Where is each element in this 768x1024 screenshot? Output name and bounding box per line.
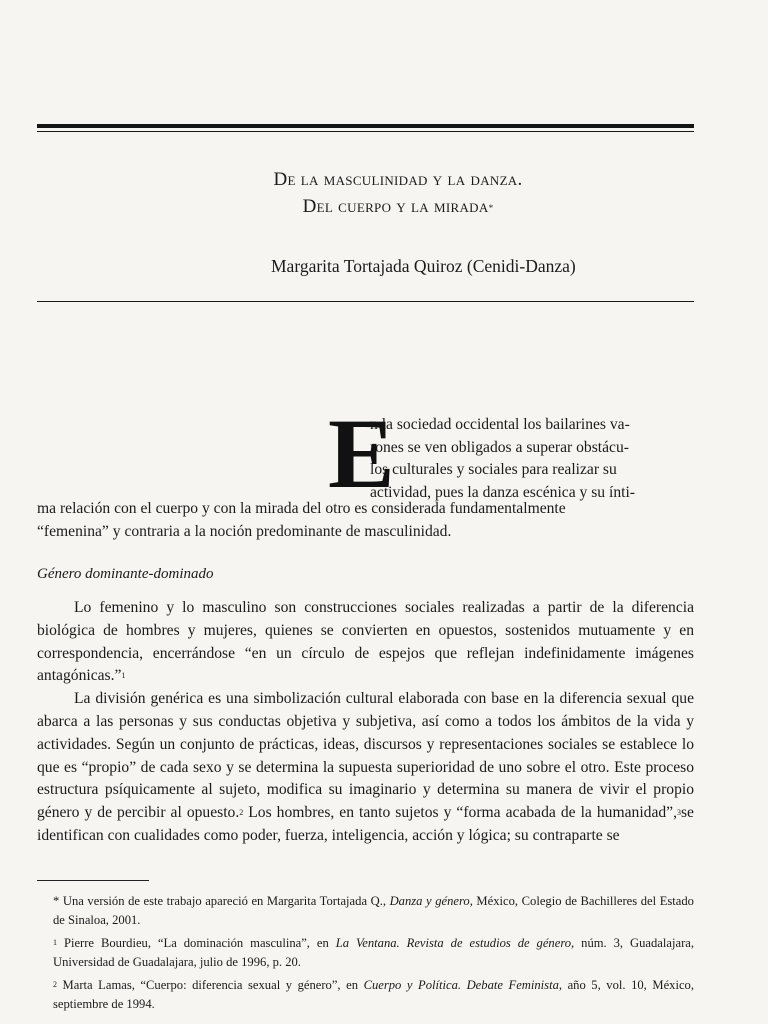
paragraph-text: se identifican con cualidades como poder, fuerza, inteligencia, acción y lógica; su contraparte se xyxy=(37,804,694,844)
author-line: Margarita Tortajada Quiroz (Cenidi-Danza) xyxy=(271,256,576,276)
paragraph-text: Lo femenino y lo masculino son construcciones sociales realizadas a partir de la diferencia biológica de hombres y mujeres, quienes se convierten en opuestos, sostenidos mutuamente y en correspondencia, encerrándose “en un círculo de espejos que reflejan indefinidamente imágenes antagónicas.” xyxy=(37,599,694,685)
footnote xyxy=(37,976,694,1013)
header-rule-thin xyxy=(37,131,694,132)
footnote-mark: * xyxy=(53,894,60,908)
intro-line: n la sociedad occidental los bailarines va- xyxy=(370,416,630,433)
footnote-ref: 3 xyxy=(676,808,681,818)
drop-cap: E xyxy=(328,398,395,509)
footnote-text: Pierre Bourdieu, “La dominación masculina”, en xyxy=(63,936,336,950)
intro-line: rones se ven obligados a superar obstácu- xyxy=(370,438,629,456)
footnote-title: La Ventana. Revista de estudios de género, xyxy=(335,936,575,950)
footnote-ref: 1 xyxy=(121,671,126,681)
footnote-text: año 5, vol. 10, México, septiembre de 1994. xyxy=(53,978,694,1011)
intro-line: los culturales y sociales para realizar su xyxy=(370,461,617,479)
title-footnote-marker: * xyxy=(488,203,494,213)
footnote-text: Marta Lamas, “Cuerpo: diferencia sexual y género”, en xyxy=(62,978,364,992)
footnote-rule xyxy=(37,880,149,881)
header-bottom-rule xyxy=(37,301,694,302)
article-title xyxy=(0,166,768,220)
paragraph xyxy=(37,688,694,848)
paragraph-text: Los hombres, en tanto sujetos y “forma acabada de la humanidad”, xyxy=(243,804,677,822)
footnote-title: Cuerpo y Política. Debate Feminista, xyxy=(363,978,563,992)
title-line-1: De la masculinidad y la danza. xyxy=(273,169,523,190)
intro-dropcap-block xyxy=(300,398,694,509)
footnote-ref: 2 xyxy=(239,808,244,818)
paragraph-text: La división genérica es una simbolización cultural elaborada con base en la diferencia sexual que abarca a las personas y sus conductas objetiva y subjetiva, así como a todos los ámbitos de la vida y actividades. Según un conjunto de prácticas, ideas, discursos y representaciones sociales se establece lo que es “propio” de cada sexo y se determina la supuesta superioridad de uno sobre el otro. Este proceso estructura psíquicamente al sujeto, modifica su imaginario y determina su manera de vivir el propio género y de percibir al opuesto. xyxy=(37,690,694,822)
footnote xyxy=(37,934,694,971)
footnote-mark: 1 xyxy=(53,938,57,947)
footnote-mark: 2 xyxy=(53,980,57,989)
title-line-2 xyxy=(28,193,768,220)
section-heading: Género dominante-dominado xyxy=(37,566,214,582)
intro-line: actividad, pues la danza escénica y su ínti- xyxy=(370,483,635,501)
section-body xyxy=(37,597,694,848)
header-rule-thick xyxy=(37,124,694,128)
intro-line: ma relación con el cuerpo y con la mirada del otro es considerada fundamentalmente xyxy=(37,500,566,517)
footnote-title: Danza y género, xyxy=(389,894,473,908)
footnote-text: núm. 3, Guadalajara, Universidad de Guadalajara, julio de 1996, p. 20. xyxy=(53,936,694,969)
intro-line: “femenina” y contraria a la noción predominante de masculinidad. xyxy=(37,522,452,540)
footnote xyxy=(37,892,694,929)
title-line-2-text: Del cuerpo y la mirada xyxy=(302,196,489,217)
footnote-text: México, Colegio de Bachilleres del Estado de Sinaloa, 2001. xyxy=(53,894,694,927)
footnote-text: Una versión de este trabajo apareció en Margarita Tortajada Q., xyxy=(62,894,390,908)
intro-continuation xyxy=(37,498,694,544)
paragraph xyxy=(37,597,694,688)
